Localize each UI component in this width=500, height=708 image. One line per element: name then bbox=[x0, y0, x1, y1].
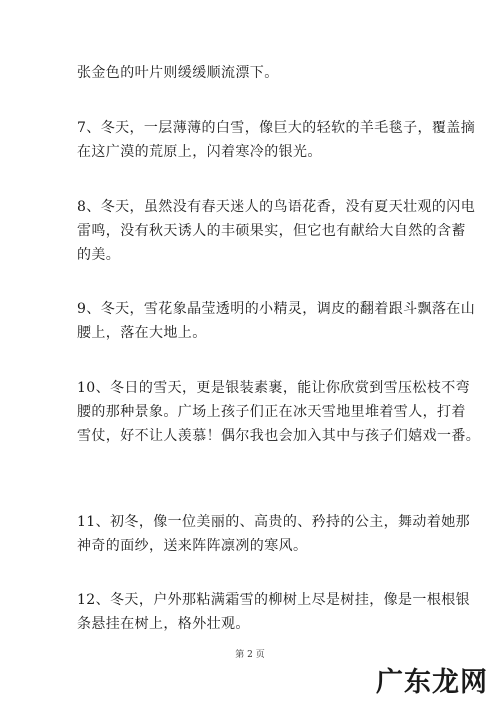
text-line: 腰的那种景象。广场上孩子们正在冰天雪地里堆着雪人，打着 bbox=[77, 404, 466, 420]
text-line: 12、冬天，户外那粘满霜雪的柳树上尽是树挂，像是一根根银 bbox=[77, 592, 471, 608]
text-line: 7、冬天，一层薄薄的白雪，像巨大的轻软的羊毛毯子，覆盖摘 bbox=[77, 120, 476, 136]
text-line: 在这广漠的荒原上，闪着寒冷的银光。 bbox=[77, 144, 322, 160]
paragraph-8 bbox=[77, 195, 476, 267]
text-line: 张金色的叶片则缓缓顺流漂下。 bbox=[77, 65, 279, 81]
text-line: 9、冬天，雪花象晶莹透明的小精灵，调皮的翻着跟斗飘落在山 bbox=[77, 301, 476, 317]
paragraph-9 bbox=[77, 297, 476, 345]
paragraph-12 bbox=[77, 588, 471, 636]
text-line: 的美。 bbox=[77, 247, 121, 263]
paragraph-continuation bbox=[77, 61, 432, 85]
text-line: 雪仗，好不让人羡慕！偶尔我也会加入其中与孩子们嬉戏一番。 bbox=[77, 428, 481, 444]
text-line: 腰上，落在大地上。 bbox=[77, 325, 207, 341]
text-line: 条悬挂在树上，格外壮观。 bbox=[77, 616, 250, 632]
text-line: 11、初冬，像一位美丽的、高贵的、矜持的公主，舞动着她那 bbox=[77, 514, 471, 530]
site-watermark: 广东龙网 bbox=[376, 667, 488, 698]
text-line: 10、冬日的雪天，更是银装素裹，能让你欣赏到雪压松枝不弯 bbox=[77, 380, 471, 396]
paragraph-11 bbox=[77, 510, 471, 558]
page-number: 第 2 页 bbox=[235, 650, 265, 660]
text-line: 神奇的面纱，送来阵阵凛冽的寒风。 bbox=[77, 538, 308, 554]
text-line: 8、冬天，虽然没有春天迷人的鸟语花香，没有夏天壮观的闪电 bbox=[77, 199, 476, 215]
paragraph-10 bbox=[77, 376, 481, 448]
paragraph-7 bbox=[77, 116, 476, 164]
text-line: 雷鸣，没有秋天诱人的丰硕果实，但它也有献给大自然的含蓄 bbox=[77, 223, 466, 239]
